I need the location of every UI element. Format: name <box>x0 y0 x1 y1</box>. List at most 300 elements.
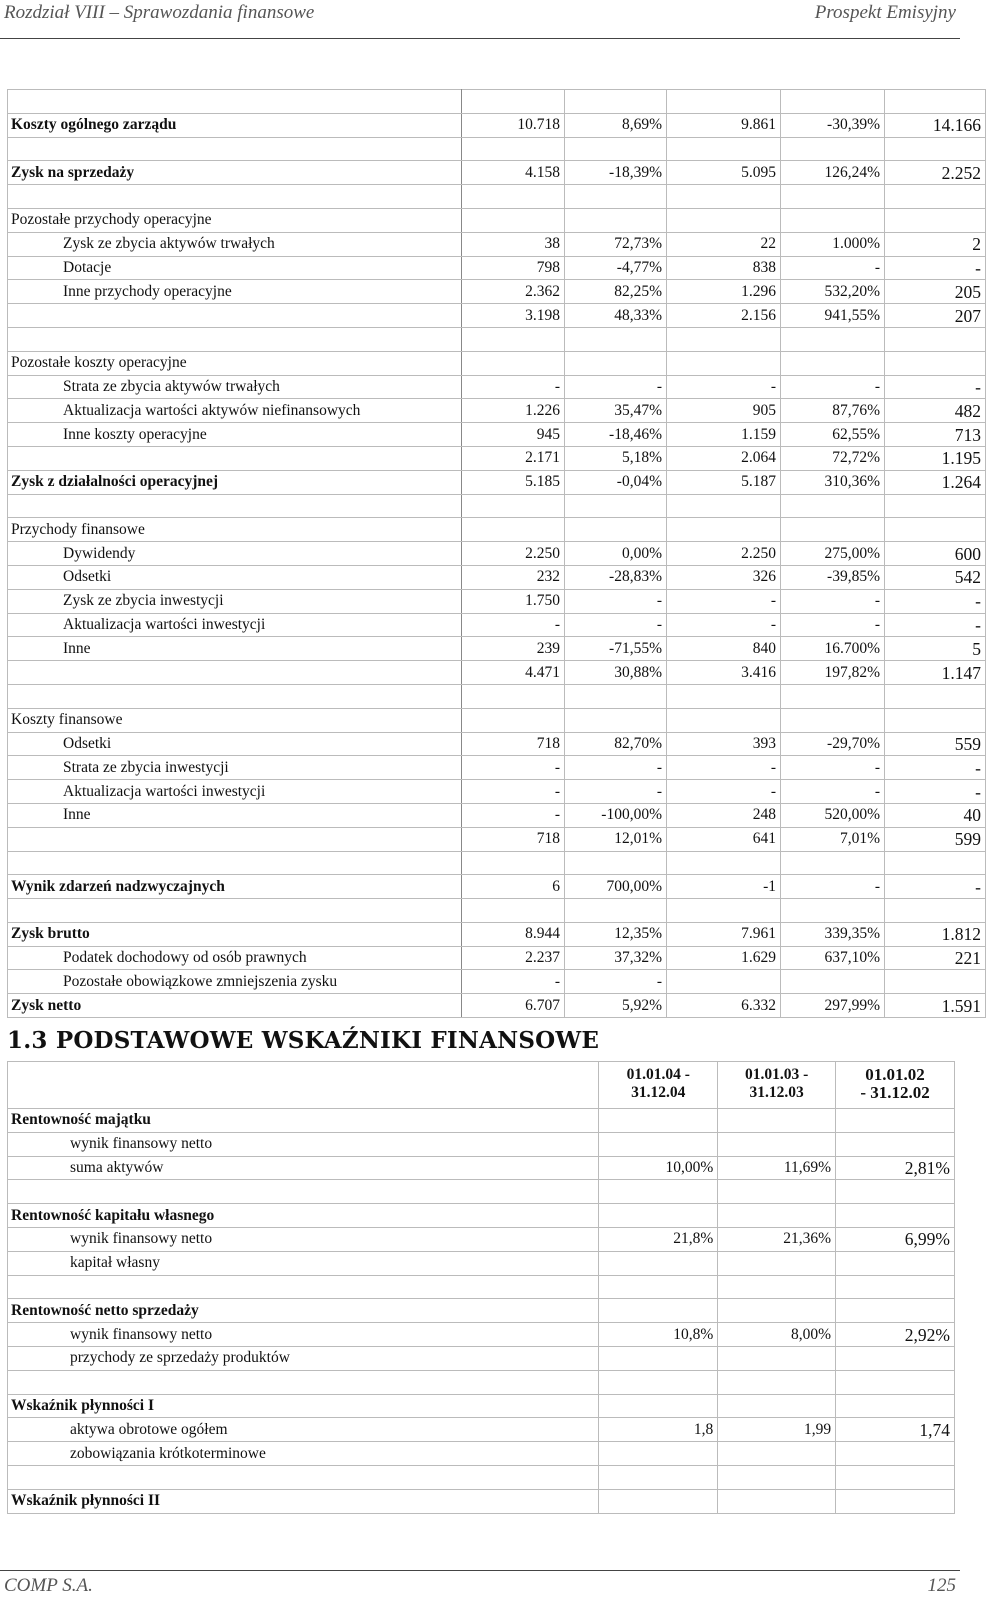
table-row <box>8 304 986 328</box>
spacer-row <box>8 899 986 923</box>
table-row <box>8 708 986 732</box>
table-row <box>8 732 986 756</box>
empty-cell <box>8 1275 599 1299</box>
empty-cell <box>836 1370 955 1394</box>
table-row <box>8 280 986 304</box>
value-cell: 2.237 <box>462 946 565 970</box>
table-row <box>8 661 986 685</box>
row-label <box>8 827 462 851</box>
empty-cell <box>885 327 986 351</box>
row-label: Dywidendy <box>8 542 462 566</box>
value-cell: 10,8% <box>599 1323 718 1347</box>
value-cell <box>599 1394 718 1418</box>
value-cell: - <box>781 756 885 780</box>
value-cell <box>667 208 781 232</box>
value-cell: 1.000% <box>781 232 885 256</box>
empty-cell <box>8 851 462 875</box>
empty-cell <box>781 494 885 518</box>
empty-cell <box>599 1180 718 1204</box>
value-cell: 6.707 <box>462 994 565 1018</box>
empty-cell <box>565 494 667 518</box>
table-row <box>8 351 986 375</box>
value-cell: - <box>667 756 781 780</box>
value-cell: 2.156 <box>667 304 781 328</box>
value-cell: 1.226 <box>462 399 565 423</box>
value-cell: - <box>565 375 667 399</box>
value-cell: 941,55% <box>781 304 885 328</box>
value-cell: - <box>462 803 565 827</box>
row-label: Strata ze zbycia aktywów trwałych <box>8 375 462 399</box>
value-cell: 275,00% <box>781 542 885 566</box>
value-cell: 72,73% <box>565 232 667 256</box>
spacer-row <box>8 1370 955 1394</box>
value-cell: -1 <box>667 875 781 899</box>
period-header-line: 01.01.02 <box>865 1065 925 1084</box>
value-cell: - <box>565 613 667 637</box>
value-cell: 2,92% <box>836 1323 955 1347</box>
table-row <box>8 946 986 970</box>
value-cell <box>599 1204 718 1228</box>
value-cell: 0,00% <box>565 542 667 566</box>
value-cell: 6.332 <box>667 994 781 1018</box>
empty-cell <box>565 851 667 875</box>
page-footer <box>0 1570 960 1602</box>
row-label: Rentowność majątku <box>8 1109 599 1133</box>
value-cell: 600 <box>885 542 986 566</box>
value-cell: 599 <box>885 827 986 851</box>
value-cell: - <box>462 970 565 994</box>
value-cell: 838 <box>667 256 781 280</box>
value-cell <box>836 1299 955 1323</box>
empty-cell <box>8 327 462 351</box>
empty-cell <box>599 1370 718 1394</box>
value-cell: 3.198 <box>462 304 565 328</box>
empty-cell <box>462 185 565 209</box>
empty-cell <box>565 899 667 923</box>
value-cell: 641 <box>667 827 781 851</box>
value-cell: 559 <box>885 732 986 756</box>
value-cell <box>836 1394 955 1418</box>
footer-page-number: 125 <box>927 1575 956 1596</box>
value-cell: 700,00% <box>565 875 667 899</box>
table-row <box>8 756 986 780</box>
empty-cell <box>836 1275 955 1299</box>
value-cell <box>781 351 885 375</box>
value-cell <box>836 1109 955 1133</box>
row-label: Odsetki <box>8 565 462 589</box>
value-cell: 1.296 <box>667 280 781 304</box>
value-cell: 2.064 <box>667 446 781 470</box>
value-cell: 35,47% <box>565 399 667 423</box>
empty-cell <box>8 1180 599 1204</box>
value-cell: - <box>565 970 667 994</box>
value-cell <box>599 1489 718 1513</box>
value-cell: 1.147 <box>885 661 986 685</box>
value-cell: 542 <box>885 565 986 589</box>
empty-cell <box>718 1370 836 1394</box>
table-row <box>8 970 986 994</box>
row-label <box>8 661 462 685</box>
table-row <box>8 232 986 256</box>
value-cell: - <box>667 375 781 399</box>
empty-cell <box>718 1180 836 1204</box>
period-header-line: 31.12.04 <box>631 1084 686 1101</box>
value-cell: 310,36% <box>781 470 885 494</box>
value-cell: 62,55% <box>781 423 885 447</box>
value-cell <box>885 970 986 994</box>
table-row <box>8 399 986 423</box>
empty-cell <box>8 899 462 923</box>
empty-cell <box>599 1465 718 1489</box>
value-cell: - <box>781 375 885 399</box>
row-label: Zysk brutto <box>8 922 462 946</box>
row-label: Pozostałe koszty operacyjne <box>8 351 462 375</box>
value-cell: 38 <box>462 232 565 256</box>
value-cell: 21,8% <box>599 1227 718 1251</box>
period-header-line: 01.01.04 - <box>626 1066 690 1083</box>
value-cell: 339,35% <box>781 922 885 946</box>
empty-cell <box>565 185 667 209</box>
empty-cell <box>8 1465 599 1489</box>
value-cell: -18,46% <box>565 423 667 447</box>
row-label: Pozostałe obowiązkowe zmniejszenia zysku <box>8 970 462 994</box>
value-cell <box>885 208 986 232</box>
value-cell: - <box>781 613 885 637</box>
value-cell: 6 <box>462 875 565 899</box>
value-cell: 5.187 <box>667 470 781 494</box>
row-label: Strata ze zbycia inwestycji <box>8 756 462 780</box>
value-cell: 637,10% <box>781 946 885 970</box>
table-row <box>8 423 986 447</box>
value-cell: 7.961 <box>667 922 781 946</box>
value-cell: 72,72% <box>781 446 885 470</box>
value-cell: 3.416 <box>667 661 781 685</box>
value-cell <box>718 1204 836 1228</box>
value-cell: 5.185 <box>462 470 565 494</box>
table-row <box>8 208 986 232</box>
table-row <box>8 589 986 613</box>
row-label: Wskaźnik płynności II <box>8 1489 599 1513</box>
row-label <box>8 446 462 470</box>
empty-cell <box>667 899 781 923</box>
table-row <box>8 1204 955 1228</box>
value-cell: 239 <box>462 637 565 661</box>
value-cell: - <box>885 375 986 399</box>
value-cell: 10.718 <box>462 113 565 137</box>
value-cell: 2.250 <box>667 542 781 566</box>
empty-cell <box>462 90 565 114</box>
value-cell: 1,8 <box>599 1418 718 1442</box>
row-label: Koszty finansowe <box>8 708 462 732</box>
row-label: Rentowność kapitału własnego <box>8 1204 599 1228</box>
value-cell: 12,35% <box>565 922 667 946</box>
value-cell: 713 <box>885 423 986 447</box>
section-title: 1.3 PODSTAWOWE WSKAŹNIKI FINANSOWE <box>7 1027 600 1054</box>
value-cell: 2.252 <box>885 161 986 185</box>
value-cell <box>836 1251 955 1275</box>
empty-cell <box>462 137 565 161</box>
row-label: Inne <box>8 803 462 827</box>
value-cell: 40 <box>885 803 986 827</box>
table-row <box>8 1299 955 1323</box>
value-cell <box>718 1489 836 1513</box>
empty-cell <box>885 137 986 161</box>
value-cell: 9.861 <box>667 113 781 137</box>
value-cell: -30,39% <box>781 113 885 137</box>
footer-company: COMP S.A. <box>4 1575 93 1596</box>
table-row <box>8 375 986 399</box>
row-label: Pozostałe przychody operacyjne <box>8 208 462 232</box>
value-cell <box>462 351 565 375</box>
value-cell: - <box>565 589 667 613</box>
empty-cell <box>565 90 667 114</box>
row-label: przychody ze sprzedaży produktów <box>8 1346 599 1370</box>
value-cell <box>836 1489 955 1513</box>
table-row <box>8 827 986 851</box>
empty-cell <box>781 684 885 708</box>
value-cell: 5.095 <box>667 161 781 185</box>
value-cell <box>718 1109 836 1133</box>
spacer-row <box>8 1180 955 1204</box>
value-cell: 22 <box>667 232 781 256</box>
table-row <box>8 875 986 899</box>
value-cell: 532,20% <box>781 280 885 304</box>
value-cell: - <box>462 756 565 780</box>
value-cell: 1.195 <box>885 446 986 470</box>
value-cell <box>667 351 781 375</box>
spacer-row <box>8 851 986 875</box>
empty-cell <box>8 494 462 518</box>
value-cell <box>599 1442 718 1466</box>
value-cell: 1.264 <box>885 470 986 494</box>
value-cell <box>599 1346 718 1370</box>
value-cell: 2,81% <box>836 1156 955 1180</box>
value-cell: 6,99% <box>836 1227 955 1251</box>
table-row <box>8 637 986 661</box>
table-row <box>8 1109 955 1133</box>
value-cell: 798 <box>462 256 565 280</box>
row-label: Odsetki <box>8 732 462 756</box>
spacer-row <box>8 90 986 114</box>
empty-cell <box>885 899 986 923</box>
value-cell: 2.250 <box>462 542 565 566</box>
header-row <box>8 1062 955 1109</box>
spacer-row <box>8 1465 955 1489</box>
value-cell: 7,01% <box>781 827 885 851</box>
table-row <box>8 1418 955 1442</box>
value-cell: - <box>781 875 885 899</box>
value-cell: 718 <box>462 732 565 756</box>
table-row <box>8 1132 955 1156</box>
value-cell: 30,88% <box>565 661 667 685</box>
row-label: Zysk z działalności operacyjnej <box>8 470 462 494</box>
table-row <box>8 470 986 494</box>
value-cell: 840 <box>667 637 781 661</box>
value-cell: -71,55% <box>565 637 667 661</box>
empty-cell <box>781 327 885 351</box>
empty-cell <box>781 90 885 114</box>
table-row <box>8 161 986 185</box>
value-cell: -29,70% <box>781 732 885 756</box>
period-header-line: 31.12.03 <box>749 1084 804 1101</box>
value-cell: - <box>781 256 885 280</box>
value-cell <box>667 708 781 732</box>
empty-cell <box>462 327 565 351</box>
value-cell <box>565 518 667 542</box>
row-label: Zysk na sprzedaży <box>8 161 462 185</box>
value-cell: 520,00% <box>781 803 885 827</box>
spacer-row <box>8 327 986 351</box>
income-statement-table <box>7 89 986 1018</box>
value-cell: - <box>565 780 667 804</box>
empty-cell <box>885 90 986 114</box>
value-cell <box>599 1132 718 1156</box>
value-cell: - <box>462 780 565 804</box>
spacer-row <box>8 684 986 708</box>
row-label: Aktualizacja wartości inwestycji <box>8 613 462 637</box>
empty-cell <box>718 1465 836 1489</box>
empty-cell <box>599 1275 718 1299</box>
value-cell: 1.750 <box>462 589 565 613</box>
value-cell: 221 <box>885 946 986 970</box>
empty-cell <box>8 1062 599 1109</box>
value-cell: 126,24% <box>781 161 885 185</box>
value-cell: 1.629 <box>667 946 781 970</box>
value-cell: 4.158 <box>462 161 565 185</box>
empty-cell <box>667 851 781 875</box>
empty-cell <box>462 494 565 518</box>
value-cell: 205 <box>885 280 986 304</box>
value-cell: - <box>885 780 986 804</box>
value-cell <box>718 1299 836 1323</box>
value-cell <box>781 208 885 232</box>
row-label: Wskaźnik płynności I <box>8 1394 599 1418</box>
value-cell: 11,69% <box>718 1156 836 1180</box>
table-row <box>8 1489 955 1513</box>
spacer-row <box>8 494 986 518</box>
value-cell <box>599 1251 718 1275</box>
value-cell: 1.812 <box>885 922 986 946</box>
value-cell: 1,74 <box>836 1418 955 1442</box>
empty-cell <box>667 327 781 351</box>
value-cell: 87,76% <box>781 399 885 423</box>
value-cell: - <box>781 780 885 804</box>
row-label: Zysk ze zbycia aktywów trwałych <box>8 232 462 256</box>
value-cell <box>599 1109 718 1133</box>
value-cell: - <box>667 589 781 613</box>
period-header <box>599 1062 718 1109</box>
value-cell <box>718 1442 836 1466</box>
value-cell: - <box>565 756 667 780</box>
value-cell <box>718 1251 836 1275</box>
table-row <box>8 542 986 566</box>
row-label <box>8 304 462 328</box>
table-row <box>8 1346 955 1370</box>
row-label: Zysk netto <box>8 994 462 1018</box>
value-cell <box>718 1394 836 1418</box>
table-row <box>8 803 986 827</box>
header-chapter-title: Rozdział VIII – Sprawozdania finansowe <box>4 2 315 23</box>
value-cell: 21,36% <box>718 1227 836 1251</box>
value-cell: 945 <box>462 423 565 447</box>
value-cell: - <box>781 589 885 613</box>
value-cell: - <box>885 256 986 280</box>
empty-cell <box>565 327 667 351</box>
value-cell <box>781 708 885 732</box>
spacer-row <box>8 137 986 161</box>
value-cell: -4,77% <box>565 256 667 280</box>
row-label: wynik finansowy netto <box>8 1132 599 1156</box>
row-label: Wynik zdarzeń nadzwyczajnych <box>8 875 462 899</box>
value-cell: 8,69% <box>565 113 667 137</box>
row-label: Koszty ogólnego zarządu <box>8 113 462 137</box>
table-row <box>8 1323 955 1347</box>
empty-cell <box>8 90 462 114</box>
empty-cell <box>781 185 885 209</box>
value-cell: 82,70% <box>565 732 667 756</box>
row-label: wynik finansowy netto <box>8 1323 599 1347</box>
empty-cell <box>781 851 885 875</box>
value-cell: 2.171 <box>462 446 565 470</box>
table-row <box>8 922 986 946</box>
value-cell <box>667 518 781 542</box>
empty-cell <box>667 185 781 209</box>
value-cell <box>565 351 667 375</box>
empty-cell <box>8 684 462 708</box>
value-cell: 82,25% <box>565 280 667 304</box>
value-cell: 718 <box>462 827 565 851</box>
value-cell <box>836 1204 955 1228</box>
value-cell: 905 <box>667 399 781 423</box>
value-cell <box>781 970 885 994</box>
value-cell: - <box>885 613 986 637</box>
row-label: zobowiązania krótkoterminowe <box>8 1442 599 1466</box>
value-cell: 37,32% <box>565 946 667 970</box>
empty-cell <box>667 137 781 161</box>
value-cell: - <box>667 780 781 804</box>
empty-cell <box>885 684 986 708</box>
table-row <box>8 1227 955 1251</box>
value-cell: -0,04% <box>565 470 667 494</box>
empty-cell <box>885 494 986 518</box>
value-cell <box>718 1132 836 1156</box>
value-cell <box>718 1346 836 1370</box>
empty-cell <box>565 684 667 708</box>
value-cell <box>667 970 781 994</box>
table-row <box>8 113 986 137</box>
value-cell: 326 <box>667 565 781 589</box>
value-cell: -28,83% <box>565 565 667 589</box>
value-cell: 207 <box>885 304 986 328</box>
value-cell: 2 <box>885 232 986 256</box>
value-cell: - <box>462 613 565 637</box>
value-cell: 16.700% <box>781 637 885 661</box>
table-row <box>8 994 986 1018</box>
row-label: Zysk ze zbycia inwestycji <box>8 589 462 613</box>
empty-cell <box>8 1370 599 1394</box>
spacer-row <box>8 1275 955 1299</box>
header-document-title: Prospekt Emisyjny <box>814 2 956 23</box>
value-cell: 14.166 <box>885 113 986 137</box>
value-cell: 5 <box>885 637 986 661</box>
value-cell: - <box>667 613 781 637</box>
value-cell: - <box>885 756 986 780</box>
value-cell: 48,33% <box>565 304 667 328</box>
spacer-row <box>8 185 986 209</box>
row-label: Inne koszty operacyjne <box>8 423 462 447</box>
table-row <box>8 446 986 470</box>
value-cell: 2.362 <box>462 280 565 304</box>
